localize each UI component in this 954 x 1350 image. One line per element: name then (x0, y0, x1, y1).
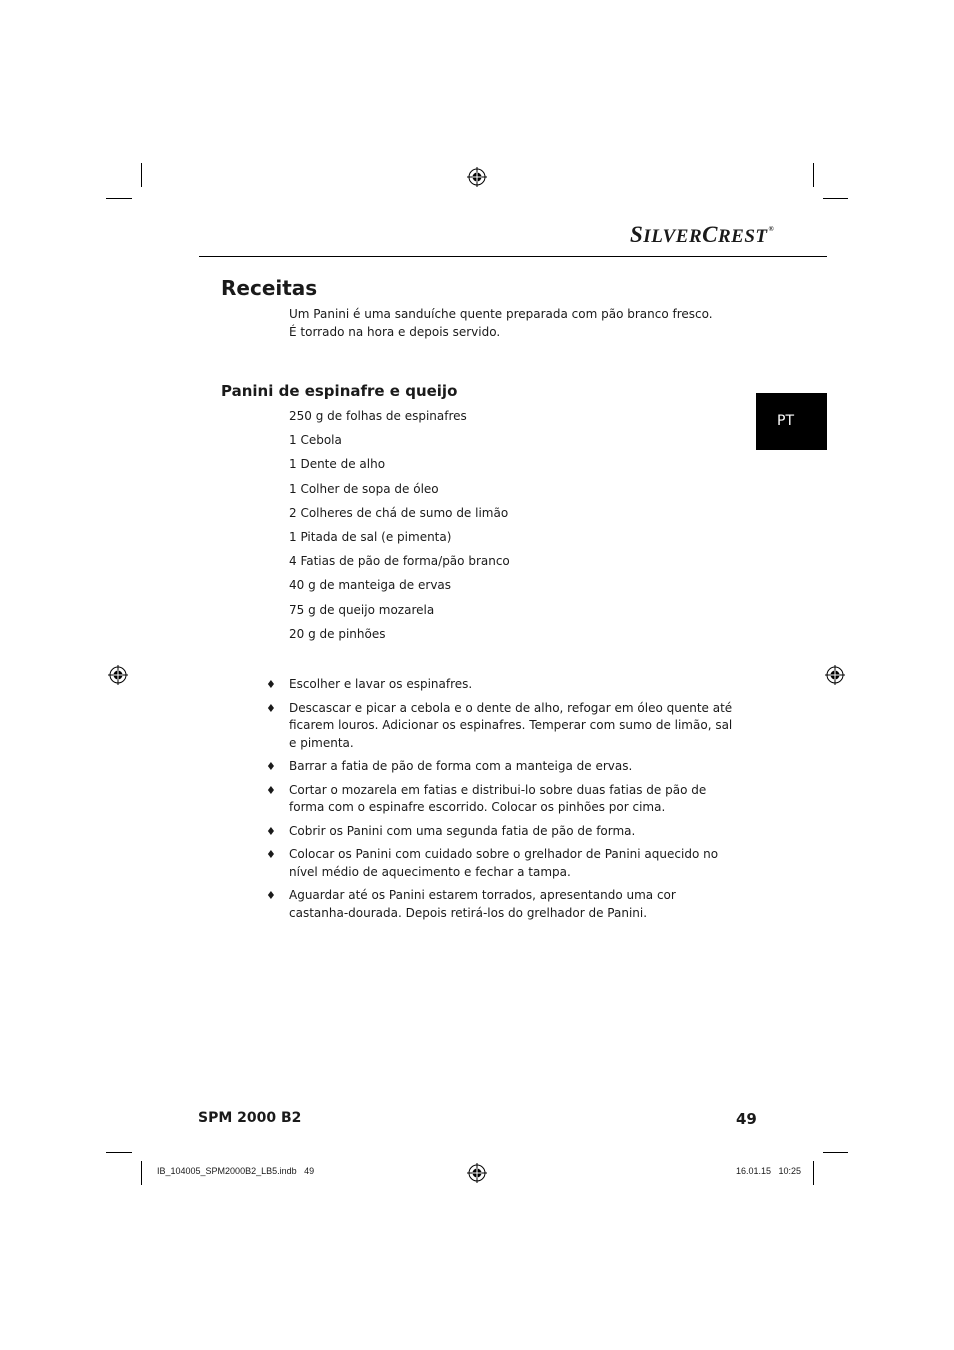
steps-list (266, 676, 736, 928)
step-text: Escolher e lavar os espinafres. (289, 677, 473, 691)
ingredient-item: 1 Cebola (289, 433, 342, 448)
recipe-title: Panini de espinafre e queijo (221, 382, 458, 400)
intro-line: Um Panini é uma sanduíche quente preparada com pão branco fresco. (289, 307, 713, 321)
diamond-bullet-icon: ♦ (266, 760, 276, 773)
registered-mark: ® (768, 225, 775, 233)
step-item (266, 887, 736, 922)
step-item (266, 846, 736, 881)
diamond-bullet-icon: ♦ (266, 824, 276, 838)
step-text: Aguardar até os Panini estarem torrados, apresentando uma cor castanha-dourada. Depois retirá-los do grelhador de Panini. (289, 888, 676, 920)
diamond-bullet-icon: ♦ (266, 701, 276, 715)
ingredients-list (289, 407, 510, 649)
crop-mark (106, 1152, 132, 1153)
registration-mark-icon (825, 665, 845, 685)
step-text: Barrar a fatia de pão de forma com a manteiga de ervas. (289, 759, 633, 773)
step-text: Descascar e picar a cebola e o dente de alho, refogar em óleo quente até ficarem louros. Adicionar os espinafres. Temperar com sumo de limão, sal e pimenta. (289, 700, 733, 750)
intro-text (289, 306, 713, 341)
ingredient-item: 75 g de queijo mozarela (289, 602, 435, 617)
ingredient-item: 1 Dente de alho (289, 457, 386, 472)
crop-mark (823, 198, 848, 199)
logo-letter: S (630, 222, 644, 247)
registration-mark-icon (467, 1163, 487, 1183)
print-slug-date: 16.01.15 10:25 (736, 1166, 802, 1176)
crop-mark (813, 163, 814, 187)
footer-model: SPM 2000 B2 (198, 1110, 302, 1126)
logo-letter: C (702, 222, 718, 247)
logo-letters: REST (717, 226, 768, 247)
step-item (266, 823, 736, 841)
intro-line: É torrado na hora e depois servido. (289, 324, 501, 339)
registration-mark-icon (467, 167, 487, 187)
header-rule (199, 256, 827, 257)
ingredient-item: 40 g de manteiga de ervas (289, 578, 452, 593)
ingredient-item: 4 Fatias de pão de forma/pão branco (289, 554, 510, 569)
page-title: Receitas (221, 276, 318, 300)
crop-mark (813, 1161, 814, 1185)
crop-mark (823, 1152, 848, 1153)
step-item (266, 782, 736, 817)
step-item (266, 700, 736, 753)
logo-letters: ILVER (643, 226, 703, 247)
language-tab: PT (756, 393, 827, 450)
ingredient-item: 1 Pitada de sal (e pimenta) (289, 529, 452, 544)
ingredient-item: 1 Colher de sopa de óleo (289, 481, 439, 496)
step-text: Cortar o mozarela em fatias e distribui-lo sobre duas fatias de pão de forma com o espinafre escorrido. Colocar os pinhões por cima. (289, 782, 707, 814)
diamond-bullet-icon: ♦ (266, 889, 276, 902)
diamond-bullet-icon: ♦ (266, 783, 276, 797)
step-item (266, 676, 736, 694)
step-text: Colocar os Panini com cuidado sobre o grelhador de Panini aquecido no nível médio de aquecimento e fechar a tampa. (289, 847, 719, 879)
step-text: Cobrir os Panini com uma segunda fatia de pão de forma. (289, 823, 636, 838)
ingredient-item: 250 g de folhas de espinafres (289, 409, 467, 423)
ingredient-item: 20 g de pinhões (289, 626, 386, 641)
crop-mark (141, 163, 142, 187)
crop-mark (106, 198, 132, 199)
step-item (266, 758, 736, 776)
ingredient-item: 2 Colheres de chá de sumo de limão (289, 505, 509, 520)
diamond-bullet-icon: ♦ (266, 678, 276, 691)
registration-mark-icon (108, 665, 128, 685)
crop-mark (141, 1161, 142, 1185)
diamond-bullet-icon: ♦ (266, 848, 276, 861)
brand-logo (630, 222, 774, 248)
page-number: 49 (736, 1110, 757, 1128)
print-slug-file: IB_104005_SPM2000B2_LB5.indb 49 (157, 1166, 315, 1176)
